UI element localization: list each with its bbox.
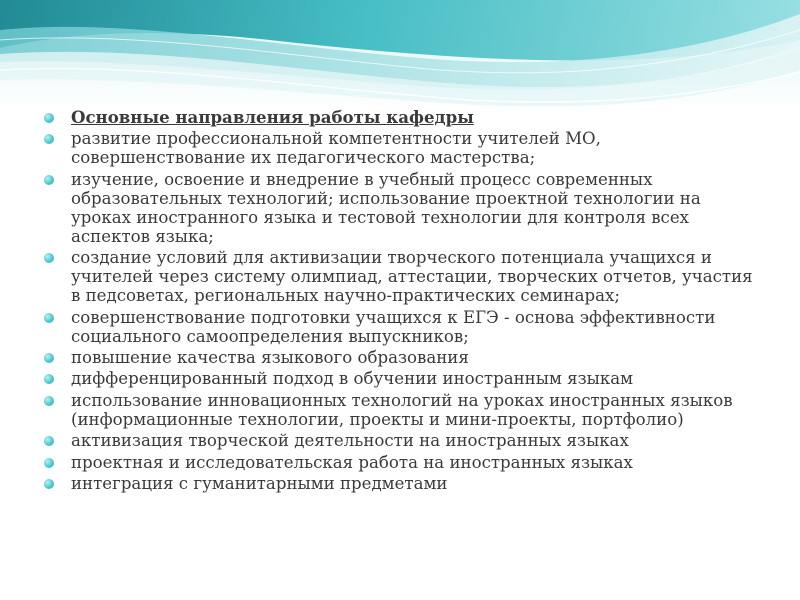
list-item bbox=[44, 248, 764, 305]
list-item-text: изучение, освоение и внедрение в учебный процесс современных образовательных технологий; использование проектной технологии на уроках иностранного языка и тестовой технологии для контроля всех аспектов языка; bbox=[71, 169, 701, 246]
list-item-text: активизация творческой деятельности на иностранных языках bbox=[71, 431, 629, 451]
bullet-icon bbox=[44, 479, 54, 489]
bullet-list bbox=[44, 108, 764, 493]
list-item-heading bbox=[44, 108, 764, 127]
list-item-text: создание условий для активизации творческого потенциала учащихся и учителей через систему олимпиад, аттестации, творческих отчетов, участия в педсоветах, региональных научно-практических семинарах; bbox=[71, 248, 753, 306]
list-heading: Основные направления работы кафедры bbox=[71, 107, 474, 127]
bullet-icon bbox=[44, 458, 54, 468]
bullet-icon bbox=[44, 436, 54, 446]
bullet-icon bbox=[44, 374, 54, 384]
list-item bbox=[44, 170, 764, 246]
content-area bbox=[44, 108, 764, 495]
list-item-text: проектная и исследовательская работа на иностранных языках bbox=[71, 452, 633, 472]
bullet-icon bbox=[44, 175, 54, 185]
list-item-text: дифференцированный подход в обучении иностранным языкам bbox=[71, 369, 634, 389]
list-item bbox=[44, 431, 764, 450]
list-item bbox=[44, 369, 764, 388]
bullet-icon bbox=[44, 396, 54, 406]
list-item bbox=[44, 391, 764, 429]
bullet-icon bbox=[44, 113, 54, 123]
bullet-icon bbox=[44, 134, 54, 144]
bullet-icon bbox=[44, 313, 54, 323]
list-item-text: повышение качества языкового образования bbox=[71, 347, 469, 367]
list-item-text: интеграция с гуманитарными предметами bbox=[71, 473, 448, 493]
list-item-text: совершенствование подготовки учащихся к ЕГЭ - основа эффективности социального самоопределения выпускников; bbox=[71, 307, 716, 346]
list-item bbox=[44, 474, 764, 493]
bullet-icon bbox=[44, 353, 54, 363]
list-item bbox=[44, 308, 764, 346]
list-item bbox=[44, 129, 764, 167]
list-item-text: использование инновационных технологий на уроках иностранных языков (информационные технологии, проекты и мини-проекты, портфолио) bbox=[71, 390, 733, 429]
bullet-icon bbox=[44, 253, 54, 263]
list-item bbox=[44, 453, 764, 472]
list-item bbox=[44, 348, 764, 367]
list-item-text: развитие профессиональной компетентности учителей МО, совершенствование их педагогического мастерства; bbox=[71, 129, 601, 168]
